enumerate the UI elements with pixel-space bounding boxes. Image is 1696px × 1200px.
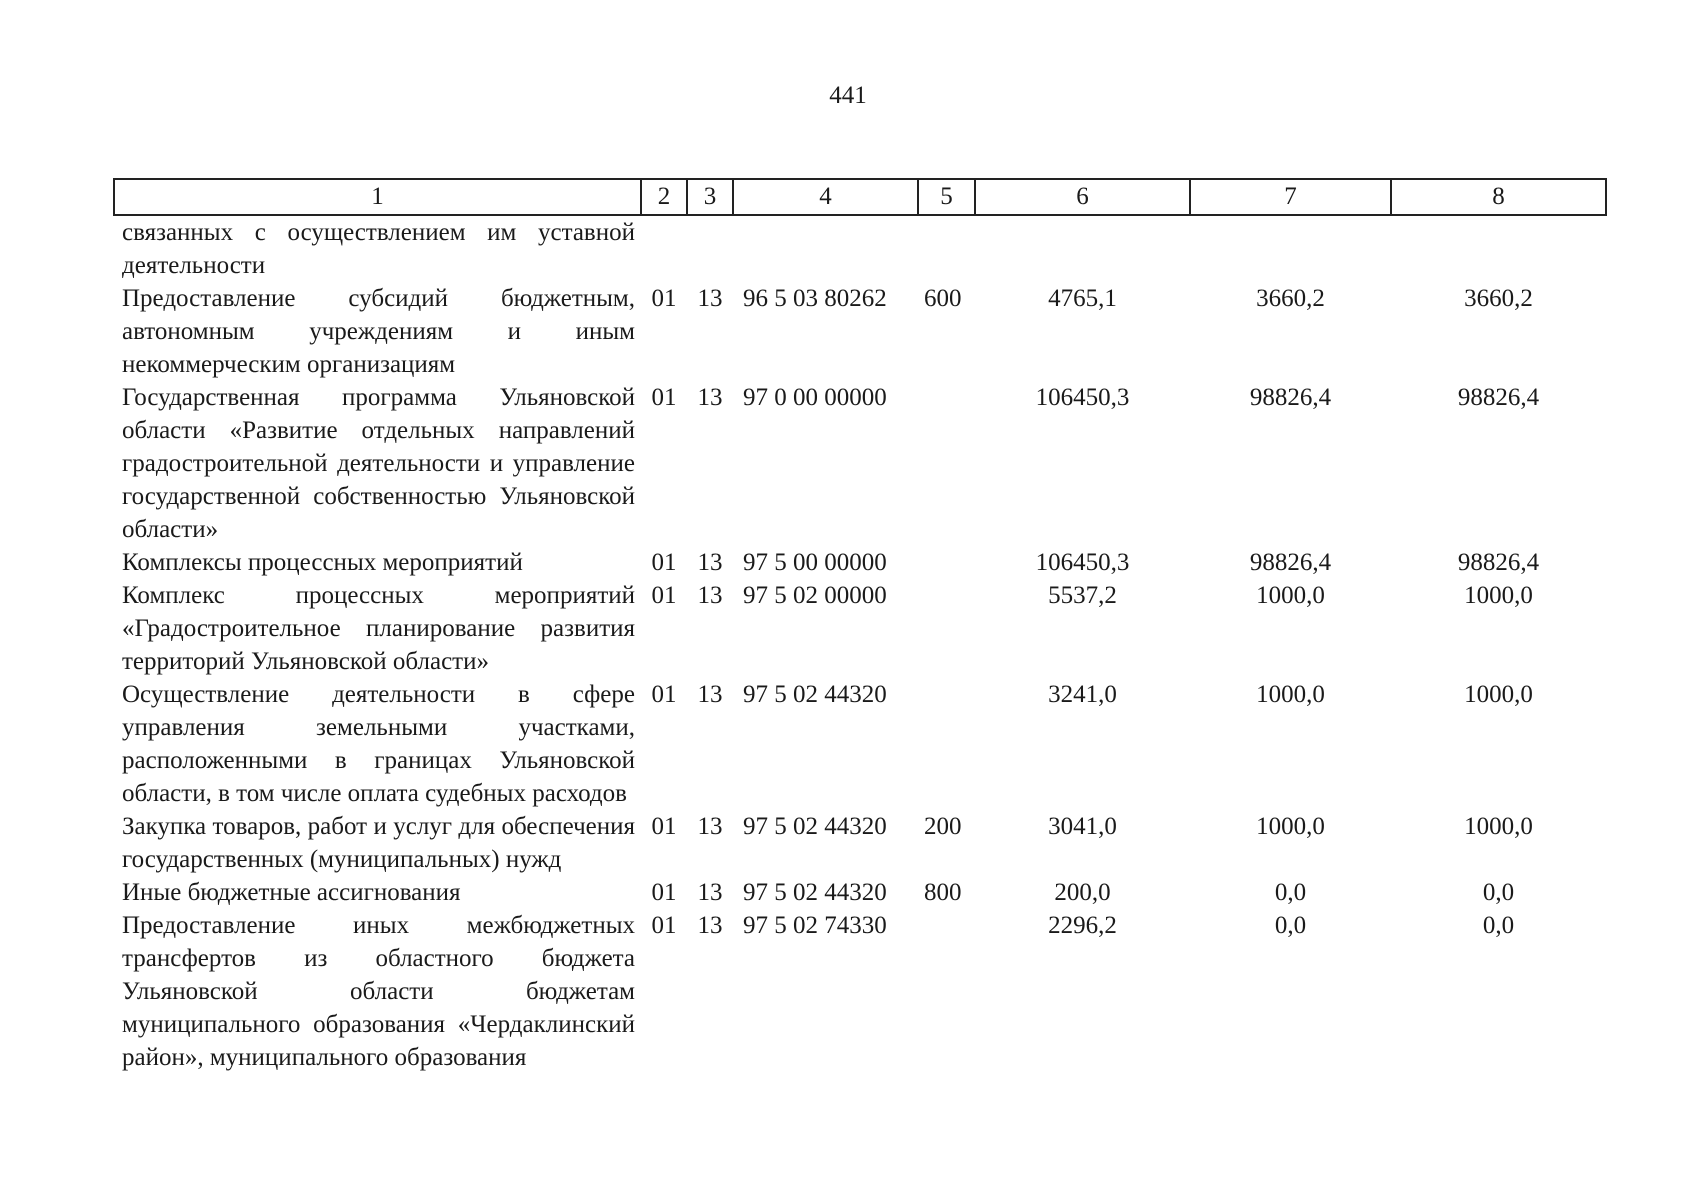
row-section: 01	[651, 384, 677, 411]
row-amount-col7: 1000,0	[1256, 582, 1325, 609]
row-section: 01	[651, 285, 677, 312]
row-amount-col7	[1190, 215, 1391, 282]
row-amount-col8: 1000,0	[1464, 582, 1533, 609]
row-section: 01	[651, 912, 677, 939]
row-amount-col6: 106450,3	[1035, 384, 1130, 411]
header-col-1: 1	[114, 179, 641, 215]
row-amount-col7: 1000,0	[1256, 813, 1325, 840]
table-row	[114, 678, 1606, 810]
table-row	[114, 810, 1606, 876]
row-section: 01	[651, 549, 677, 576]
row-subsection: 13	[697, 285, 723, 312]
row-target-article: 97 0 00 00000	[743, 384, 887, 411]
row-name: Комплексы процессных мероприятий	[122, 549, 523, 576]
row-subsection: 13	[697, 681, 723, 708]
budget-table	[113, 178, 1607, 1074]
row-name: Предоставление иных межбюджетных трансфертов из областного бюджета Ульяновской области бюджетам муниципального образования «Чердаклинский район», муниципального образования	[122, 912, 635, 1071]
row-subsection: 13	[697, 912, 723, 939]
row-amount-col7: 0,0	[1274, 879, 1307, 906]
row-expense-type	[918, 381, 975, 546]
row-amount-col8: 0,0	[1482, 879, 1515, 906]
row-target-article: 97 5 02 44320	[743, 879, 887, 906]
header-col-6: 6	[975, 179, 1190, 215]
budget-table-container	[113, 178, 1605, 1074]
row-expense-type: 800	[924, 879, 962, 906]
table-row	[114, 579, 1606, 678]
row-amount-col6: 4765,1	[1048, 285, 1117, 312]
header-row	[114, 179, 1606, 215]
row-subsection: 13	[697, 384, 723, 411]
row-amount-col7: 1000,0	[1256, 681, 1325, 708]
row-amount-col8: 3660,2	[1464, 285, 1533, 312]
row-section	[641, 215, 687, 282]
row-target-article: 97 5 02 00000	[743, 582, 887, 609]
row-amount-col8	[1391, 215, 1606, 282]
table-row	[114, 215, 1606, 282]
table-row	[114, 546, 1606, 579]
row-section: 01	[651, 813, 677, 840]
row-amount-col7: 3660,2	[1256, 285, 1325, 312]
row-amount-col7: 98826,4	[1249, 384, 1332, 411]
header-col-3: 3	[687, 179, 733, 215]
row-expense-type	[918, 678, 975, 810]
row-target-article: 97 5 00 00000	[743, 549, 887, 576]
row-amount-col6	[975, 215, 1190, 282]
row-amount-col8: 98826,4	[1457, 384, 1540, 411]
row-name: Комплекс процессных мероприятий «Градостроительное планирование развития территорий Ульяновской области»	[122, 582, 635, 675]
row-subsection: 13	[697, 549, 723, 576]
row-expense-type	[918, 215, 975, 282]
row-target-article: 97 5 02 44320	[743, 681, 887, 708]
row-amount-col8: 0,0	[1482, 912, 1515, 939]
row-name: Иные бюджетные ассигнования	[122, 879, 461, 906]
row-subsection: 13	[697, 582, 723, 609]
row-amount-col6: 3041,0	[1048, 813, 1117, 840]
row-expense-type	[918, 579, 975, 678]
row-subsection: 13	[697, 813, 723, 840]
header-col-2: 2	[641, 179, 687, 215]
row-amount-col8: 1000,0	[1464, 681, 1533, 708]
table-row	[114, 876, 1606, 909]
row-section: 01	[651, 582, 677, 609]
row-amount-col8: 1000,0	[1464, 813, 1533, 840]
row-target-article: 96 5 03 80262	[743, 285, 887, 312]
row-name: Закупка товаров, работ и услуг для обеспечения государственных (муниципальных) нужд	[122, 813, 635, 873]
row-subsection	[687, 215, 733, 282]
row-subsection: 13	[697, 879, 723, 906]
row-section: 01	[651, 879, 677, 906]
row-target-article: 97 5 02 44320	[743, 813, 887, 840]
row-target-article	[733, 215, 918, 282]
header-col-7: 7	[1190, 179, 1391, 215]
row-amount-col7: 0,0	[1274, 912, 1307, 939]
row-name: Предоставление субсидий бюджетным, автономным учреждениям и иным некоммерческим организациям	[122, 285, 635, 378]
page-number: 441	[829, 82, 867, 109]
row-expense-type: 200	[924, 813, 962, 840]
row-name: связанных с осуществлением им уставной деятельности	[122, 219, 635, 279]
row-expense-type	[918, 909, 975, 1074]
row-amount-col8: 98826,4	[1457, 549, 1540, 576]
row-amount-col6: 200,0	[1054, 879, 1111, 906]
header-col-4: 4	[733, 179, 918, 215]
row-amount-col6: 2296,2	[1048, 912, 1117, 939]
row-name: Осуществление деятельности в сфере управления земельными участками, расположенными в границах Ульяновской области, в том числе оплата судебных расходов	[122, 681, 635, 807]
row-expense-type	[918, 546, 975, 579]
row-target-article: 97 5 02 74330	[743, 912, 887, 939]
table-row	[114, 909, 1606, 1074]
row-amount-col6: 106450,3	[1035, 549, 1130, 576]
table-row	[114, 381, 1606, 546]
row-expense-type: 600	[924, 285, 962, 312]
header-col-5: 5	[918, 179, 975, 215]
row-amount-col6: 3241,0	[1048, 681, 1117, 708]
header-col-8: 8	[1391, 179, 1606, 215]
row-name: Государственная программа Ульяновской области «Развитие отдельных направлений градостроительной деятельности и управление государственной собственностью Ульяновской области»	[122, 384, 635, 543]
row-amount-col7: 98826,4	[1249, 549, 1332, 576]
row-section: 01	[651, 681, 677, 708]
table-row	[114, 282, 1606, 381]
row-amount-col6: 5537,2	[1048, 582, 1117, 609]
